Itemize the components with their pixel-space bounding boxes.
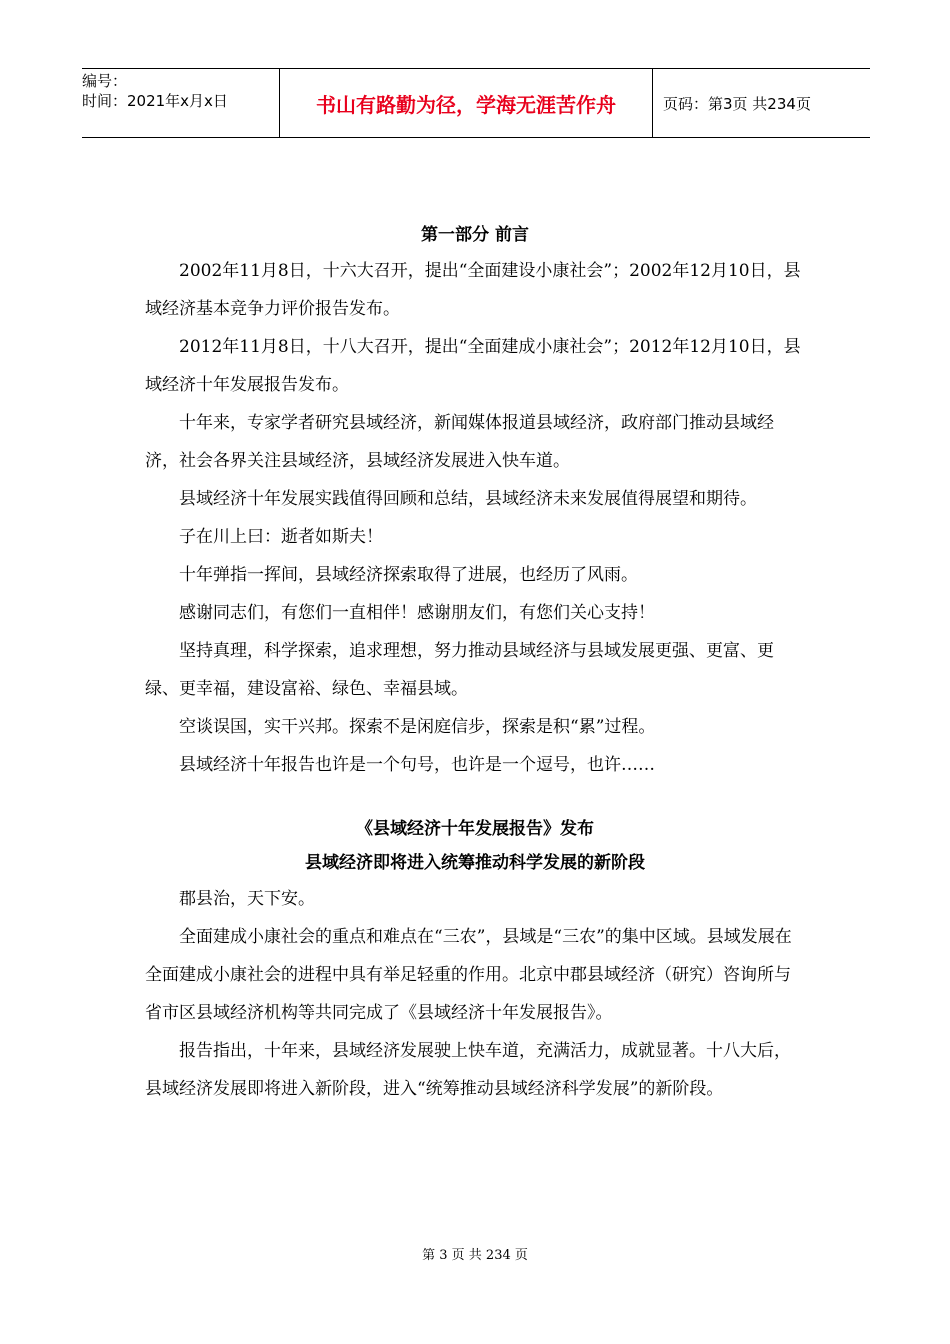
document-body xyxy=(145,218,805,1108)
section1-title: 第一部分 前言 xyxy=(421,225,529,245)
header-page-info: 页码：第3页 共234页 xyxy=(663,94,811,113)
time-label: 时间：2021年x月x日 xyxy=(82,92,228,110)
paragraph: 坚持真理，科学探索，追求理想，努力推动县域经济与县域发展更强、更富、更绿、更幸福，建设富裕、绿色、幸福县域。 xyxy=(145,641,774,699)
paragraph: 2012年11月8日，十八大召开，提出“全面建成小康社会”；2012年12月10日，县域经济十年发展报告发布。 xyxy=(145,337,801,395)
page-footer: 第 3 页 共 234 页 xyxy=(422,1248,528,1263)
paragraph: 子在川上曰：逝者如斯夫！ xyxy=(179,527,383,547)
paragraph: 2002年11月8日，十六大召开，提出“全面建设小康社会”；2002年12月10日，县域经济基本竞争力评价报告发布。 xyxy=(145,261,801,319)
section-gap xyxy=(145,784,805,812)
header-meta xyxy=(82,69,280,137)
paragraph: 感谢同志们，有您们一直相伴！感谢朋友们，有您们关心支持！ xyxy=(179,603,655,623)
paragraph: 十年来，专家学者研究县域经济，新闻媒体报道县域经济，政府部门推动县域经济，社会各界关注县域经济，县域经济发展进入快车道。 xyxy=(145,413,774,471)
header-motto: 书山有路勤为径，学海无涯苦作舟 xyxy=(280,69,653,137)
paragraph: 县域经济十年报告也许是一个句号，也许是一个逗号，也许…… xyxy=(179,755,655,775)
section2-title: 《县域经济十年发展报告》发布 xyxy=(356,819,594,839)
paragraph: 郡县治，天下安。 xyxy=(179,889,315,909)
paragraph: 县域经济十年发展实践值得回顾和总结，县域经济未来发展值得展望和期待。 xyxy=(179,489,757,509)
paragraph: 全面建成小康社会的重点和难点在“三农”，县域是“三农”的集中区域。县域发展在全面建成小康社会的进程中具有举足轻重的作用。北京中郡县域经济（研究）咨询所与省市区县域经济机构等共同完成了《县域经济十年发展报告》。 xyxy=(145,927,792,1023)
paragraph: 十年弹指一挥间，县域经济探索取得了进展，也经历了风雨。 xyxy=(179,565,638,585)
section2-subtitle: 县域经济即将进入统筹推动科学发展的新阶段 xyxy=(305,853,645,873)
number-label: 编号： xyxy=(82,72,128,90)
page-header xyxy=(82,68,870,138)
paragraph: 空谈误国，实干兴邦。探索不是闲庭信步，探索是积“累”过程。 xyxy=(179,717,656,737)
paragraph: 报告指出，十年来，县域经济发展驶上快车道，充满活力，成就显著。十八大后，县域经济发展即将进入新阶段，进入“统筹推动县域经济科学发展”的新阶段。 xyxy=(145,1041,791,1099)
